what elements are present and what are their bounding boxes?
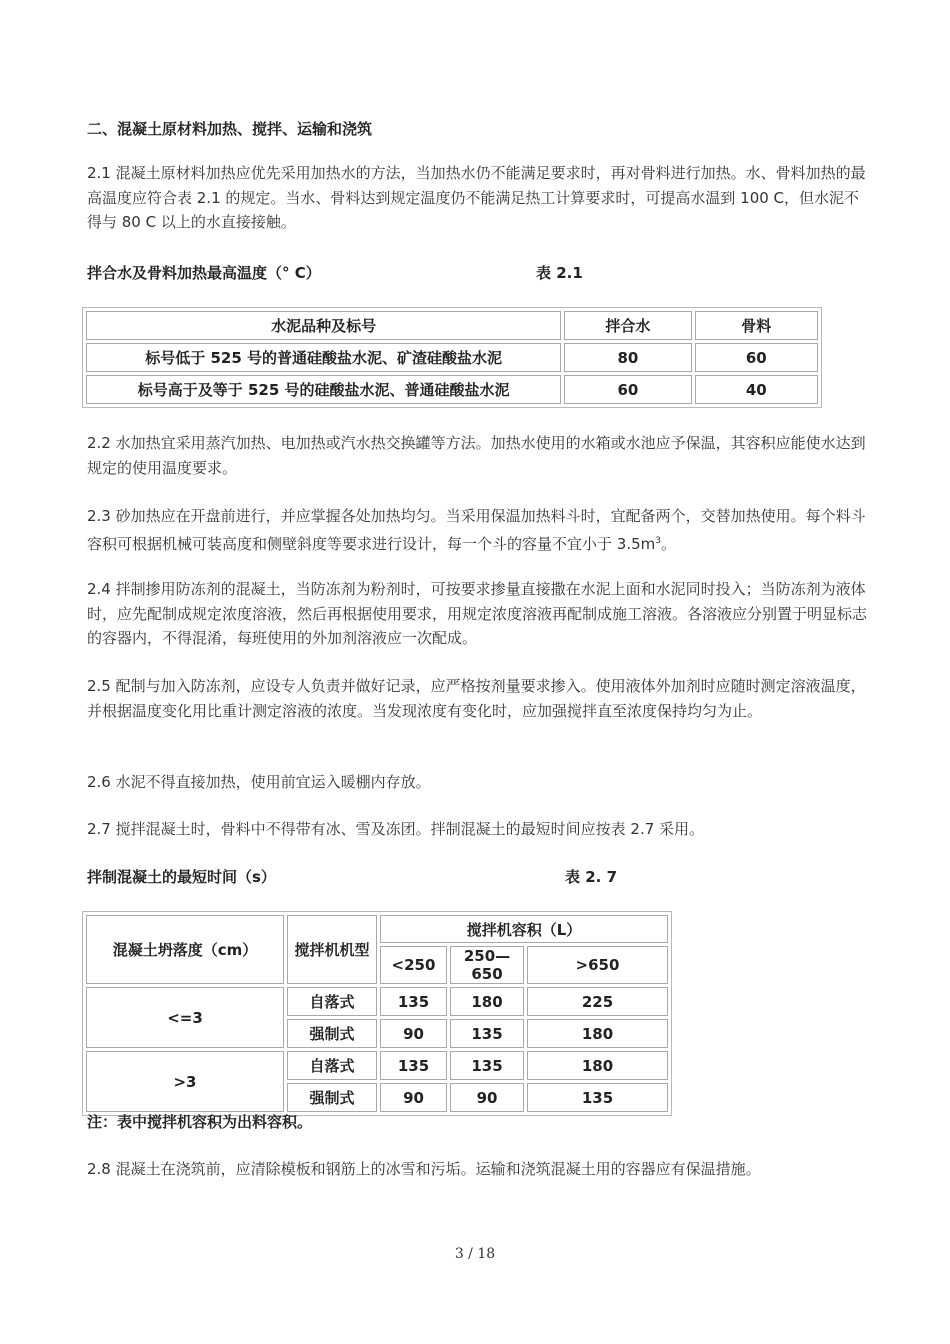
paragraph-2-3-text: 2.3 砂加热应在开盘前进行，并应掌握各处加热均匀。当采用保温加热料斗时，宜配备两个，交替加热使用。每个料斗容积可根据机械可装高度和侧壁斜度等要求进行设计，每一个斗的容量不宜小于 3.5m <box>87 507 866 553</box>
table-2-7-volume-col: >650 <box>527 946 668 984</box>
table-2-1-label: 表 2.1 <box>536 264 583 282</box>
table-2-7-volume-col: 250—650 <box>450 946 524 984</box>
paragraph-2-5: 2.5 配制与加入防冻剂，应设专人负责并做好记录，应严格按剂量要求掺入。使用液体外加剂时应随时测定溶液温度，并根据温度变化用比重计测定溶液的浓度。当发现浓度有变化时，应加强搅拌直至浓度保持均匀为止。 <box>87 677 866 720</box>
table-2-7-mixer-type: 强制式 <box>287 1019 377 1048</box>
paragraph-2-3 <box>87 504 867 556</box>
paragraph-2-8: 2.8 混凝土在浇筑前，应清除模板和钢筋上的冰雪和污垢。运输和浇筑混凝土用的容器应有保温措施。 <box>87 1160 761 1178</box>
table-2-7-cell: 135 <box>527 1083 668 1112</box>
table-2-7-header-slump: 混凝土坍落度（cm） <box>86 915 284 984</box>
table-2-1-cell: 60 <box>695 343 818 372</box>
superscript: 3 <box>655 535 661 546</box>
table-2-7-label: 表 2. 7 <box>565 868 618 886</box>
table-2-7-slump-group: <=3 <box>86 987 284 1048</box>
page-number: 3 / 18 <box>454 1246 496 1262</box>
table-2-7-cell: 180 <box>527 1019 668 1048</box>
paragraph-2-2: 2.2 水加热宜采用蒸汽加热、电加热或汽水热交换罐等方法。加热水使用的水箱或水池应予保温，其容积应能使水达到规定的使用温度要求。 <box>87 434 866 477</box>
table-2-7-cell: 90 <box>380 1083 447 1112</box>
table-2-1-header-water: 拌合水 <box>564 311 691 340</box>
table-2-7-mixer-type: 强制式 <box>287 1083 377 1112</box>
table-2-7-cell: 135 <box>380 1051 447 1080</box>
table-2-1-cell: 80 <box>564 343 691 372</box>
table-2-1-cell: 标号高于及等于 525 号的硅酸盐水泥、普通硅酸盐水泥 <box>86 375 561 404</box>
table-2-7-header-volume: 搅拌机容积（L） <box>380 915 668 943</box>
table-2-7-cell: 180 <box>527 1051 668 1080</box>
paragraph-2-3-end: 。 <box>660 534 676 553</box>
table-2-1-cell: 60 <box>564 375 691 404</box>
section-title: 二、混凝土原材料加热、搅拌、运输和浇筑 <box>87 120 373 138</box>
table-2-7-title: 拌制混凝土的最短时间（s） <box>87 868 276 886</box>
table-2-1 <box>82 307 822 408</box>
table-2-1-title: 拌合水及骨料加热最高温度（° C） <box>87 264 321 282</box>
table-2-7-cell: 90 <box>380 1019 447 1048</box>
paragraph-2-1: 2.1 混凝土原材料加热应优先采用加热水的方法，当加热水仍不能满足要求时，再对骨料进行加热。水、骨料加热的最高温度应符合表 2.1 的规定。当水、骨料达到规定温度仍不能满足热工计算要求时，可提高水温到 100 C，但水泥不得与 80 C 以上的水直接接触。 <box>87 164 866 231</box>
table-2-7-cell: 180 <box>450 987 524 1016</box>
table-2-7-note: 注：表中搅拌机容积为出料容积。 <box>87 1113 313 1131</box>
table-2-7-cell: 90 <box>450 1083 524 1112</box>
table-2-1-header-cement: 水泥品种及标号 <box>86 311 561 340</box>
table-2-7-cell: 135 <box>450 1051 524 1080</box>
table-2-1-cell: 40 <box>695 375 818 404</box>
table-2-1-header-aggregate: 骨料 <box>695 311 818 340</box>
table-2-7-mixer-type: 自落式 <box>287 987 377 1016</box>
paragraph-2-6: 2.6 水泥不得直接加热，使用前宜运入暖棚内存放。 <box>87 773 431 791</box>
table-2-7-header-mixer-type: 搅拌机机型 <box>287 915 377 984</box>
table-2-7-cell: 135 <box>450 1019 524 1048</box>
table-2-7-slump-group: >3 <box>86 1051 284 1112</box>
table-2-7 <box>82 911 672 1116</box>
paragraph-2-4: 2.4 拌制掺用防冻剂的混凝土，当防冻剂为粉剂时，可按要求掺量直接撒在水泥上面和水泥同时投入；当防冻剂为液体时，应先配制成规定浓度溶液，然后再根据使用要求，用规定浓度溶液再配制成施工溶液。各溶液应分别置于明显标志的容器内，不得混淆，每班使用的外加剂溶液应一次配成。 <box>87 580 868 647</box>
table-2-7-cell: 135 <box>380 987 447 1016</box>
table-2-7-mixer-type: 自落式 <box>287 1051 377 1080</box>
paragraph-2-7: 2.7 搅拌混凝土时，骨料中不得带有冰、雪及冻团。拌制混凝土的最短时间应按表 2.7 采用。 <box>87 820 705 838</box>
table-2-7-cell: 225 <box>527 987 668 1016</box>
table-2-1-cell: 标号低于 525 号的普通硅酸盐水泥、矿渣硅酸盐水泥 <box>86 343 561 372</box>
table-2-7-volume-col: <250 <box>380 946 447 984</box>
